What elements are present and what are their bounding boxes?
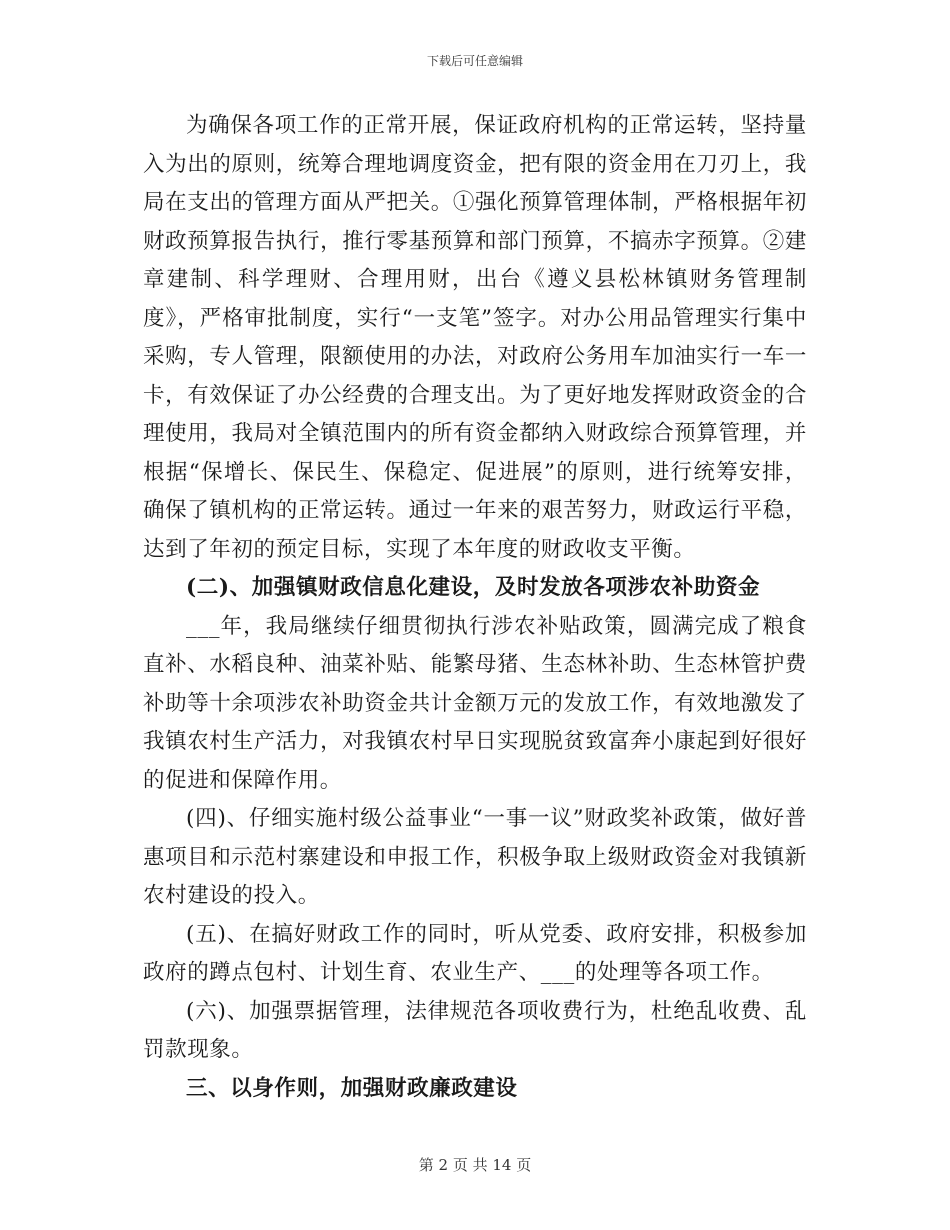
paragraph-expenditure-management: 为确保各项工作的正常开展，保证政府机构的正常运转，坚持量入为出的原则，统筹合理地调度资金，把有限的资金用在刀刃上，我局在支出的管理方面从严把关。①强化预算管理体制，严格根据年初财政预算报告执行，推行零基预算和部门预算，不搞赤字预算。②建章建制、科学理财、合理用财，出台《遵义县松林镇财务管理制度》，严格审批制度，实行“一支笔”签字。对办公用品管理实行集中采购，专人管理，限额使用的办法，对政府公务用车加油实行一车一卡，有效保证了办公经费的合理支出。为了更好地发挥财政资金的合理使用，我局对全镇范围内的所有资金都纳入财政综合预算管理，并根据“保增长、保民生、保稳定、促进展”的原则，进行统筹安排，确保了镇机构的正常运转。通过一年来的艰苦努力，财政运行平稳，达到了年初的预定目标，实现了本年度的财政收支平衡。 xyxy=(143,113,807,562)
document-body xyxy=(143,107,807,1108)
paragraph-item-6: (六)、加强票据管理，法律规范各项收费行为，杜绝乱收费、乱罚款现象。 xyxy=(143,998,807,1062)
section-heading-3: 三、以身作则，加强财政廉政建设 xyxy=(186,1075,518,1101)
paragraph-item-4: (四)、仔细实施村级公益事业“一事一议”财政奖补政策，做好普惠项目和示范村寨建设和申报工作，积极争取上级财政资金对我镇新农村建设的投入。 xyxy=(143,806,807,908)
paragraph-subsidy-distribution: ___年，我局继续仔细贯彻执行涉农补贴政策，圆满完成了粮食直补、水稻良种、油菜补贴、能繁母猪、生态林补助、生态林管护费补助等十余项涉农补助资金共计金额万元的发放工作，有效地激发了我镇农村生产活力，对我镇农村早日实现脱贫致富奔小康起到好很好的促进和保障作用。 xyxy=(143,613,807,793)
page-header-note: 下载后可任意编辑 xyxy=(426,54,523,68)
page-number: 第 2 页 共 14 页 xyxy=(418,1156,532,1174)
paragraph-item-5: (五)、在搞好财政工作的同时，听从党委、政府安排，积极参加政府的蹲点包村、计划生育、农业生产、___的处理等各项工作。 xyxy=(143,921,807,985)
section-heading-2: (二)、加强镇财政信息化建设，及时发放各项涉农补助资金 xyxy=(186,575,761,600)
